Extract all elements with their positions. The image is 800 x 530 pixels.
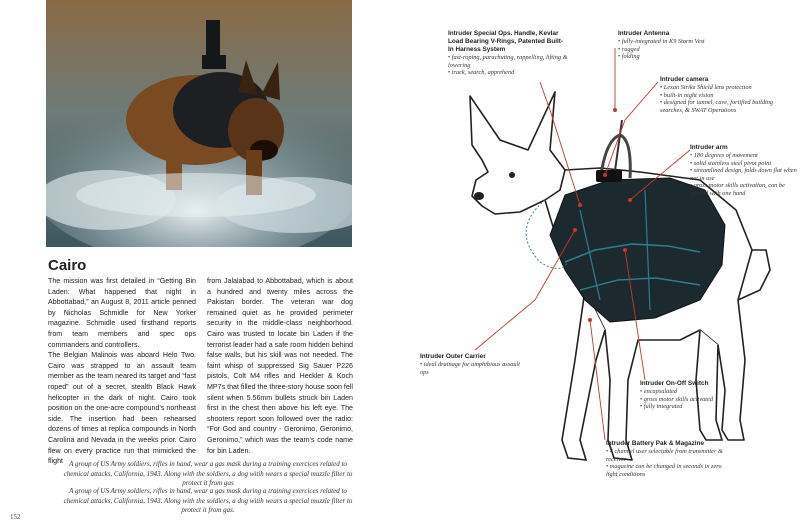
callout-special-ops-handle [448, 30, 568, 77]
page-number: 152 [10, 513, 21, 521]
photo-caption: A group of US Army soldiers, rifles in hand, wear a gas mask during a training exercices related to chemical attacks, California, 1943. Along with the soldiers, a dog witih wears a special muzzle filter to protect it from gas [63, 460, 353, 487]
body-column-left [48, 276, 196, 467]
callout-title: Intruder Battery Pak & Magazine [606, 440, 705, 447]
photo-caption: A group of US Army soldiers, rifles in hand, wear a gas mask during a training exercices related to chemical attacks, California, 1943. Along with the soldiers, a dog witih wears a special muzzle filter to protect it from gas. [63, 487, 353, 514]
k9-vest-diagram [400, 0, 800, 530]
callout-item: • track, search, apprehend [448, 69, 568, 77]
tactical-vest [550, 178, 725, 322]
callout-item: • gross motor skills activated [640, 396, 750, 404]
callout-arm [690, 144, 798, 198]
paragraph: from Jalalabad to Abbottabad, which is about a hundred and twenty miles across the Pakistan border. The veteran war dog remained quiet as he provided perimeter security in the middle-class neighborhood. Cairo was trusted to locate bin Laden if the terrorist leader had a safe room hidden behind false walls, but his skill was not needed. The faint whisp of suppressed Sig Sauer P226 pistols, Colt M4 rifles and Heckler & Koch MP7s that filled the three-story house soon fell silent when 5.56mm bullets struck bin Laden first in the chest then above his left eye. The shooters report soon followed over the radio: “For God and country - Geronimo, Geronimo, Geronimo,” which was the team’s code name for bin Laden. [207, 277, 353, 455]
vest-camera [596, 170, 622, 182]
callout-item: • folding [618, 53, 728, 61]
callout-title: Intruder Special Ops. Handle, Kevlar Load Bearing V-Rings, Patented Built-In Harness System [448, 30, 564, 53]
callout-item: • 180 degrees of movement [690, 152, 798, 160]
callout-item: • streamlined design, folds down flat when not in use [690, 167, 798, 182]
callout-item: • fully integrated [640, 403, 750, 411]
callout-camera [660, 76, 790, 114]
dog-photo-art [46, 0, 352, 247]
callout-item: • fully-integrated in K9 Storm Vest [618, 38, 728, 46]
callout-outer-carrier [420, 353, 530, 376]
callout-title: Intruder Antenna [618, 30, 670, 37]
callout-title: Intruder arm [690, 144, 728, 151]
callout-title: Intruder Outer Carrier [420, 353, 486, 360]
callout-battery-pak [606, 440, 726, 478]
callout-item: • encapsulated [640, 388, 750, 396]
callout-item: • designed for tunnel, cave, fortified building searches, & SWAT Operations [660, 99, 790, 114]
callout-item: • gross motor skills activation, can be opened with one hand [690, 182, 798, 197]
callout-antenna [618, 30, 728, 61]
callout-item: • solid stainless steel pivot point [690, 160, 798, 168]
dog-photo [46, 0, 352, 247]
body-column-right [207, 276, 353, 456]
callout-on-off-switch [640, 380, 750, 411]
callout-item: • 4 channel user selectable from transmitter & receiver [606, 448, 726, 463]
paragraph: The Belgian Malinois was aboard Helo Two. Cairo was strapped to an assault team member as the team neared its target and “fast roped” out of a secret, stealth Black Hawk helicopter in the dark of night. Cairo took position on the one-acre compound’s northeast side. The insertion had been rehearsed dozens of times at replica compounds in North Carolina and Nevada in the weeks prior. Cairo flew on every practice run that mimicked the flight [48, 351, 196, 466]
callout-item: • Lexan Strike Shield lens protection [660, 84, 790, 92]
paragraph: The mission was first detailed in “Getting Bin Laden: What happened that night in Abbottabad,” an August 8, 2011 article penned by Nicholas Schmidle for New Yorker magazine. Schmidle used firsthand reports from team members and spec ops commanders and controllers. [48, 277, 196, 349]
callout-item: • magazine can be changed in seconds in zero light conditions [606, 463, 726, 478]
callout-title: Intruder camera [660, 76, 709, 83]
section-title: Cairo [48, 257, 87, 274]
callout-item: • ideal drainage for amphibious assault ops [420, 361, 530, 376]
callout-item: • fast-roping, parachuting, rappelling, lifting & lowering [448, 54, 568, 69]
callout-item: • rugged [618, 46, 728, 54]
callout-title: Intruder On-Off Switch [640, 380, 709, 387]
callout-item: • built-in night vision [660, 92, 790, 100]
